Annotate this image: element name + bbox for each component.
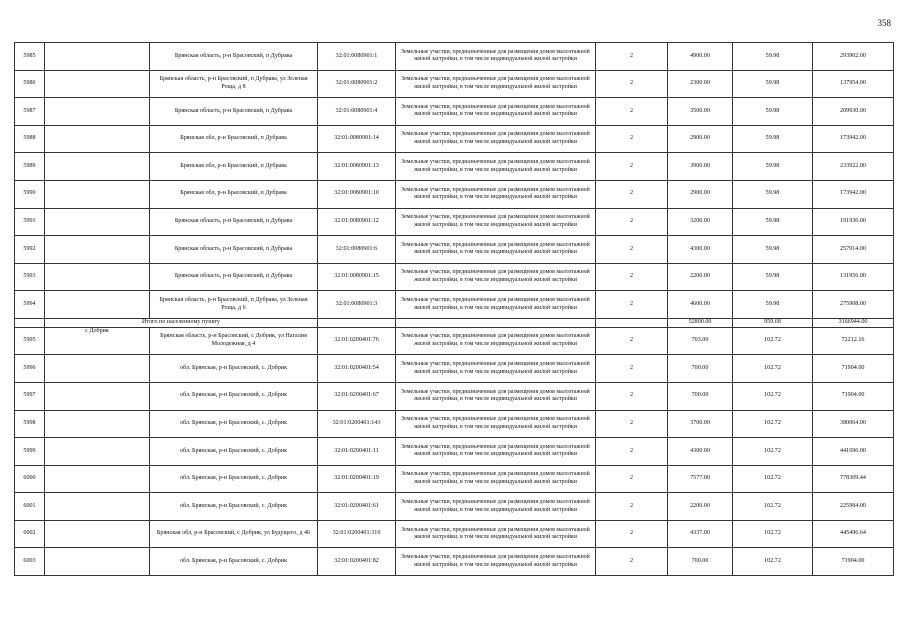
area-cell: 2200.00 <box>668 263 733 291</box>
table-row <box>15 410 894 438</box>
rate-cell: 102.72 <box>733 355 813 383</box>
row-number: 5986 <box>15 70 45 98</box>
row-number: 6000 <box>15 465 45 493</box>
purpose-cell: Земельные участки, предназначенные для размещения домов малоэтажной жилой застройки, в том числе индивидуальной жилой застройки <box>396 263 596 291</box>
address-cell: обл. Брянская, р-н Брасовский, с. Добрик <box>150 493 318 521</box>
purpose-cell: Земельные участки, предназначенные для размещения домов малоэтажной жилой застройки, в том числе индивидуальной жилой застройки <box>396 153 596 181</box>
settlement-cell <box>45 327 150 355</box>
group-cell: 2 <box>596 355 668 383</box>
address-cell: обл. Брянская, р-н Брасовский, с. Добрик <box>150 438 318 466</box>
rate-cell: 59.98 <box>733 208 813 236</box>
area-cell: 2200.00 <box>668 493 733 521</box>
area-cell: 3700.00 <box>668 410 733 438</box>
value-cell: 233922.00 <box>813 153 894 181</box>
purpose-cell: Земельные участки, предназначенные для размещения домов малоэтажной жилой застройки, в том числе индивидуальной жилой застройки <box>396 125 596 153</box>
table-row <box>15 125 894 153</box>
cadastre-cell: 32:01:0080901:13 <box>318 153 396 181</box>
settlement-cell <box>45 520 150 548</box>
address-cell: Брянская область, р-н Брасовский, п Дубрава <box>150 236 318 264</box>
rate-cell: 59.98 <box>733 125 813 153</box>
group-cell: 2 <box>596 98 668 126</box>
purpose-cell: Земельные участки, предназначенные для размещения домов малоэтажной жилой застройки, в том числе индивидуальной жилой застройки <box>396 520 596 548</box>
total-value: 3166944.00 <box>813 318 894 327</box>
group-cell: 2 <box>596 180 668 208</box>
group-cell: 2 <box>596 327 668 355</box>
rate-cell: 59.98 <box>733 98 813 126</box>
cadastre-cell: 32:01:0080901:4 <box>318 98 396 126</box>
rate-cell: 102.72 <box>733 465 813 493</box>
cadastre-cell: 32:01:0080901:12 <box>318 208 396 236</box>
page-number: 358 <box>877 18 891 28</box>
total-purpose-cell <box>396 318 596 327</box>
cadastre-cell: 32:01:0080901:10 <box>318 180 396 208</box>
group-cell: 2 <box>596 410 668 438</box>
cadastre-cell: 32:01:0200401:54 <box>318 355 396 383</box>
group-cell: 2 <box>596 43 668 71</box>
area-cell: 700.00 <box>668 382 733 410</box>
settlement-cell <box>45 410 150 438</box>
table-row <box>15 98 894 126</box>
area-cell: 2900.00 <box>668 180 733 208</box>
table-row <box>15 180 894 208</box>
table-row <box>15 493 894 521</box>
area-cell: 4300.00 <box>668 438 733 466</box>
address-cell: Брянская область, р-н Брасовский, п Дубрава <box>150 208 318 236</box>
value-cell: 71904.00 <box>813 548 894 576</box>
group-cell: 2 <box>596 493 668 521</box>
settlement-cell <box>45 438 150 466</box>
row-number: 6002 <box>15 520 45 548</box>
group-cell: 2 <box>596 125 668 153</box>
settlement-cell <box>45 493 150 521</box>
row-number: 5995 <box>15 327 45 355</box>
table-row <box>15 355 894 383</box>
row-number: 5996 <box>15 355 45 383</box>
table-row <box>15 382 894 410</box>
settlement-cell <box>45 153 150 181</box>
group-cell: 2 <box>596 520 668 548</box>
address-cell: Брянская обл, р-н Брасовский, п Дубрава <box>150 125 318 153</box>
row-number: 6001 <box>15 493 45 521</box>
rate-cell: 102.72 <box>733 410 813 438</box>
purpose-cell: Земельные участки, предназначенные для размещения домов малоэтажной жилой застройки, в том числе индивидуальной жилой застройки <box>396 438 596 466</box>
group-cell: 2 <box>596 548 668 576</box>
address-cell: обл. Брянская, р-н Брасовский, с. Добрик <box>150 355 318 383</box>
land-registry-table <box>14 42 894 576</box>
settlement-cell <box>45 465 150 493</box>
area-cell: 700.00 <box>668 355 733 383</box>
group-cell: 2 <box>596 263 668 291</box>
value-cell: 257914.00 <box>813 236 894 264</box>
cadastre-cell: 32:01:0200401:310 <box>318 520 396 548</box>
value-cell: 72212.16 <box>813 327 894 355</box>
value-cell: 191936.00 <box>813 208 894 236</box>
settlement-cell <box>45 291 150 319</box>
settlement-cell <box>45 355 150 383</box>
cadastre-cell: 32:01:0200401:143 <box>318 410 396 438</box>
address-cell: обл. Брянская, р-н Брасовский, с. Добрик <box>150 548 318 576</box>
cadastre-cell: 32:01:0200401:19 <box>318 465 396 493</box>
area-cell: 2300.00 <box>668 70 733 98</box>
rate-cell: 102.72 <box>733 327 813 355</box>
area-cell: 3900.00 <box>668 153 733 181</box>
row-number: 5998 <box>15 410 45 438</box>
settlement-cell <box>45 180 150 208</box>
value-cell: 209930.00 <box>813 98 894 126</box>
cadastre-cell: 32:01:0200401:67 <box>318 382 396 410</box>
purpose-cell: Земельные участки, предназначенные для размещения домов малоэтажной жилой застройки, в том числе индивидуальной жилой застройки <box>396 208 596 236</box>
total-num-cell <box>15 318 45 327</box>
rate-cell: 59.98 <box>733 291 813 319</box>
row-number: 5994 <box>15 291 45 319</box>
cadastre-cell: 32:01:0080901:6 <box>318 236 396 264</box>
area-cell: 703.00 <box>668 327 733 355</box>
value-cell: 778309.44 <box>813 465 894 493</box>
row-number: 5990 <box>15 180 45 208</box>
purpose-cell: Земельные участки, предназначенные для размещения домов малоэтажной жилой застройки, в том числе индивидуальной жилой застройки <box>396 43 596 71</box>
area-cell: 3500.00 <box>668 98 733 126</box>
address-cell: Брянская область, р-н Брасовский, п Дубрава <box>150 43 318 71</box>
table-row <box>15 291 894 319</box>
cadastre-cell: 32:01:0200401:82 <box>318 548 396 576</box>
area-cell: 4337.00 <box>668 520 733 548</box>
value-cell: 71904.00 <box>813 355 894 383</box>
cadastre-cell: 32:01:0080901:1 <box>318 43 396 71</box>
table-row <box>15 520 894 548</box>
row-number: 5985 <box>15 43 45 71</box>
area-cell: 2900.00 <box>668 125 733 153</box>
purpose-cell: Земельные участки, предназначенные для размещения домов малоэтажной жилой застройки, в том числе индивидуальной жилой застройки <box>396 493 596 521</box>
row-number: 5997 <box>15 382 45 410</box>
total-rate: 959.68 <box>733 318 813 327</box>
cadastre-cell: 32:01:0080901:14 <box>318 125 396 153</box>
total-cadastre-cell <box>318 318 396 327</box>
settlement-cell <box>45 98 150 126</box>
settlement-cell <box>45 236 150 264</box>
group-cell: 2 <box>596 153 668 181</box>
area-cell: 700.00 <box>668 548 733 576</box>
address-cell: Брянская обл, р-н Брасовский, п Дубрава <box>150 180 318 208</box>
settlement-cell <box>45 263 150 291</box>
address-cell: Брянская обл, р-н Брасовский, п Дубрава <box>150 153 318 181</box>
address-cell: Брянская область, р-н Брасовский, п Дубрава <box>150 263 318 291</box>
purpose-cell: Земельные участки, предназначенные для размещения домов малоэтажной жилой застройки, в том числе индивидуальной жилой застройки <box>396 465 596 493</box>
rate-cell: 102.72 <box>733 382 813 410</box>
row-number: 5988 <box>15 125 45 153</box>
total-group-cell <box>596 318 668 327</box>
table-row <box>15 548 894 576</box>
purpose-cell: Земельные участки, предназначенные для размещения домов малоэтажной жилой застройки, в том числе индивидуальной жилой застройки <box>396 548 596 576</box>
purpose-cell: Земельные участки, предназначенные для размещения домов малоэтажной жилой застройки, в том числе индивидуальной жилой застройки <box>396 98 596 126</box>
rate-cell: 102.72 <box>733 548 813 576</box>
settlement-cell <box>45 548 150 576</box>
settlement-cell <box>45 382 150 410</box>
address-cell: обл. Брянская, р-н Брасовский, с. Добрик <box>150 465 318 493</box>
table-row <box>15 208 894 236</box>
purpose-cell: Земельные участки, предназначенные для размещения домов малоэтажной жилой застройки, в том числе индивидуальной жилой застройки <box>396 236 596 264</box>
cadastre-cell: 32:01:0080901:15 <box>318 263 396 291</box>
area-cell: 4900.00 <box>668 43 733 71</box>
value-cell: 275908.00 <box>813 291 894 319</box>
rate-cell: 59.98 <box>733 263 813 291</box>
cadastre-cell: 32:01:0200401:61 <box>318 493 396 521</box>
row-number: 5989 <box>15 153 45 181</box>
address-cell: обл. Брянская, р-н Брасовский, с. Добрик <box>150 410 318 438</box>
purpose-cell: Земельные участки, предназначенные для размещения домов малоэтажной жилой застройки, в том числе индивидуальной жилой застройки <box>396 70 596 98</box>
group-cell: 2 <box>596 208 668 236</box>
group-cell: 2 <box>596 291 668 319</box>
value-cell: 380064.00 <box>813 410 894 438</box>
rate-cell: 102.72 <box>733 520 813 548</box>
purpose-cell: Земельные участки, предназначенные для размещения домов малоэтажной жилой застройки, в том числе индивидуальной жилой застройки <box>396 291 596 319</box>
total-area: 52800.00 <box>668 318 733 327</box>
table-row <box>15 327 894 355</box>
group-cell: 2 <box>596 236 668 264</box>
value-cell: 225984.00 <box>813 493 894 521</box>
value-cell: 173942.00 <box>813 180 894 208</box>
row-number: 5991 <box>15 208 45 236</box>
group-cell: 2 <box>596 70 668 98</box>
settlement-cell <box>45 70 150 98</box>
table-row <box>15 438 894 466</box>
settlement-cell <box>45 43 150 71</box>
rate-cell: 102.72 <box>733 438 813 466</box>
cadastre-cell: 32:01:0080901:2 <box>318 70 396 98</box>
table-row <box>15 263 894 291</box>
rate-cell: 59.98 <box>733 180 813 208</box>
value-cell: 131956.00 <box>813 263 894 291</box>
rate-cell: 59.98 <box>733 70 813 98</box>
value-cell: 137954.00 <box>813 70 894 98</box>
address-cell: Брянская область, р-н Брасовский, п Дубрава, ул Зеленая Роща, д 8 <box>150 70 318 98</box>
total-label: Итого по населенному пункту <box>45 318 318 327</box>
address-cell: Брянская область, р-н Брасовский, п Дубрава, ул Зеленая Роща, д 6 <box>150 291 318 319</box>
cadastre-cell: 32:01:0200401:11 <box>318 438 396 466</box>
purpose-cell: Земельные участки, предназначенные для размещения домов малоэтажной жилой застройки, в том числе индивидуальной жилой застройки <box>396 382 596 410</box>
purpose-cell: Земельные участки, предназначенные для размещения домов малоэтажной жилой застройки, в том числе индивидуальной жилой застройки <box>396 180 596 208</box>
address-cell: Брянская область, р-н Брасовский, п Дубрава <box>150 98 318 126</box>
settlement-cell <box>45 208 150 236</box>
table-row <box>15 43 894 71</box>
address-cell: обл. Брянская, р-н Брасовский, с. Добрик <box>150 382 318 410</box>
table-row <box>15 70 894 98</box>
value-cell: 445496.64 <box>813 520 894 548</box>
value-cell: 441696.00 <box>813 438 894 466</box>
table-row <box>15 153 894 181</box>
value-cell: 71904.00 <box>813 382 894 410</box>
group-cell: 2 <box>596 382 668 410</box>
row-number: 6003 <box>15 548 45 576</box>
address-cell: Брянская область, р-н Брасовский, с Добрик, ул Нагалия Молодежная, д 4 <box>150 327 318 355</box>
rate-cell: 59.98 <box>733 153 813 181</box>
rate-cell: 102.72 <box>733 493 813 521</box>
row-number: 5987 <box>15 98 45 126</box>
cadastre-cell: 32:01:0080901:3 <box>318 291 396 319</box>
value-cell: 173942.00 <box>813 125 894 153</box>
settlement-total-row <box>15 318 894 327</box>
rate-cell: 59.98 <box>733 43 813 71</box>
area-cell: 4600.00 <box>668 291 733 319</box>
rate-cell: 59.98 <box>733 236 813 264</box>
area-cell: 3200.00 <box>668 208 733 236</box>
row-number: 5993 <box>15 263 45 291</box>
table-row <box>15 236 894 264</box>
purpose-cell: Земельные участки, предназначенные для размещения домов малоэтажной жилой застройки, в том числе индивидуальной жилой застройки <box>396 327 596 355</box>
area-cell: 7577.00 <box>668 465 733 493</box>
row-number: 5999 <box>15 438 45 466</box>
purpose-cell: Земельные участки, предназначенные для размещения домов малоэтажной жилой застройки, в том числе индивидуальной жилой застройки <box>396 355 596 383</box>
table-row <box>15 465 894 493</box>
purpose-cell: Земельные участки, предназначенные для размещения домов малоэтажной жилой застройки, в том числе индивидуальной жилой застройки <box>396 410 596 438</box>
row-number: 5992 <box>15 236 45 264</box>
group-cell: 2 <box>596 438 668 466</box>
value-cell: 293902.00 <box>813 43 894 71</box>
area-cell: 4300.00 <box>668 236 733 264</box>
cadastre-cell: 32:01:0200401:76 <box>318 327 396 355</box>
group-cell: 2 <box>596 465 668 493</box>
address-cell: Брянская обл, р-н Брасовский, с Добрик, ул Будущего, д 46 <box>150 520 318 548</box>
settlement-cell <box>45 125 150 153</box>
settlement-name: с Добрик <box>85 327 109 334</box>
